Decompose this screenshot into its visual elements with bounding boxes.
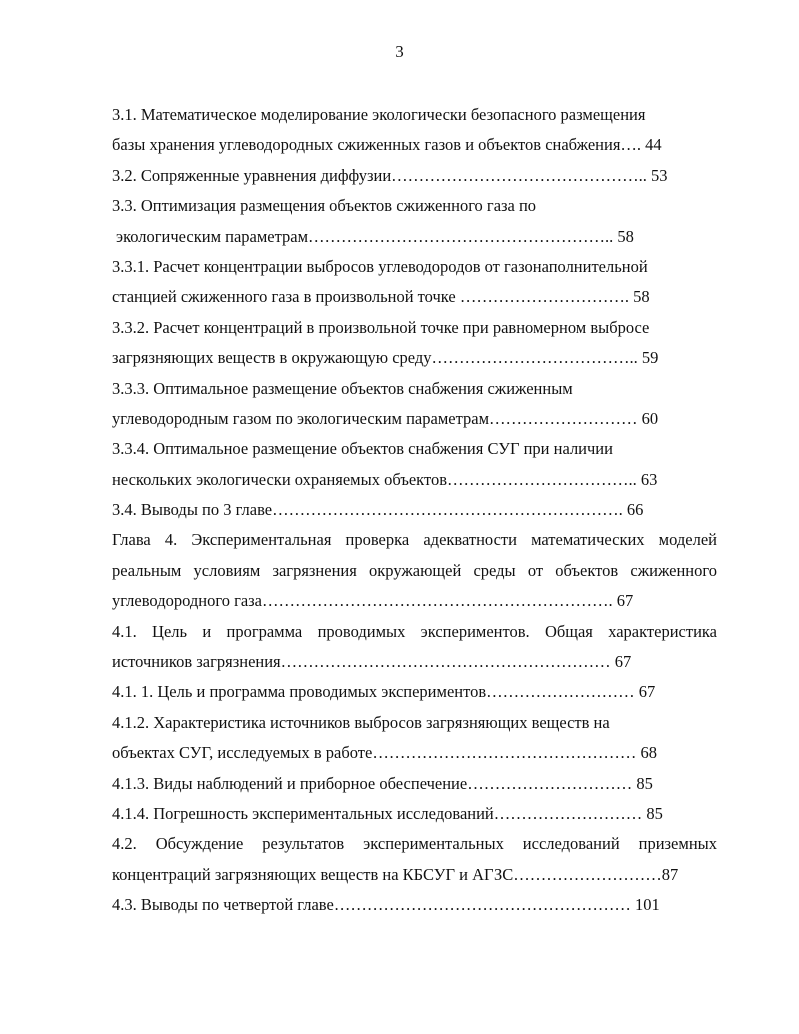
toc-line: 4.1. 1. Цель и программа проводимых экспериментов……………………… 67 [112,682,656,702]
toc-line: углеводородным газом по экологическим параметрам……………………… 60 [112,408,659,428]
toc-line: объектах СУГ, исследуемых в работе………………………………………… 68 [112,743,657,763]
toc-line: 4.3. Выводы по четвертой главе……………………………………………… 101 [112,895,660,915]
toc-line: экологическим параметрам……………………………………………….. 58 [116,226,634,246]
toc-line: реальным условиям загрязнения окружающей среды от объектов сжиженного [112,560,717,580]
toc-line: 3.3. Оптимизация размещения объектов сжиженного газа по [112,196,537,216]
toc-line: станцией сжиженного газа в произвольной точке …………………………. 58 [112,287,650,307]
toc-line: 3.1. Математическое моделирование экологически безопасного размещения [112,105,646,124]
toc-line: загрязняющих веществ в окружающую среду……………………………….. 59 [112,348,659,368]
toc-line: 3.3.3. Оптимальное размещение объектов снабжения сжиженным [112,378,573,398]
toc-line: 4.1.3. Виды наблюдений и приборное обеспечение………………………… 85 [112,773,653,793]
toc-line: 3.4. Выводы по 3 главе………………………………………………………. 66 [112,500,644,520]
toc-line: источников загрязнения…………………………………………………… 67 [112,652,632,672]
toc-line: углеводородного газа………………………………………………………. 67 [112,591,634,611]
page-number: 3 [395,42,404,61]
toc-line: 4.2. Обсуждение результатов экспериментальных исследований приземных [112,834,717,854]
toc-line: 4.1. Цель и программа проводимых экспериментов. Общая характеристика [112,621,717,641]
toc-line: 4.1.2. Характеристика источников выбросов загрязняющих веществ на [112,712,610,732]
toc-line: 3.3.2. Расчет концентраций в произвольной точке при равномерном выбросе [112,317,650,337]
toc-line: нескольких экологически охраняемых объектов…………………………….. 63 [112,469,658,489]
toc-line: 4.1.4. Погрешность экспериментальных исследований……………………… 85 [112,803,663,823]
toc-line: 3.3.4. Оптимальное размещение объектов снабжения СУГ при наличии [112,439,613,459]
toc-line: Глава 4. Экспериментальная проверка адекватности математических моделей [112,530,717,550]
toc-line: 3.2. Сопряженные уравнения диффузии……………………………………….. 53 [112,165,668,185]
toc-line: концентраций загрязняющих веществ на КБСУГ и АГЗС………………………87 [112,864,679,884]
table-of-contents [112,100,717,921]
toc-line: базы хранения углеводородных сжиженных газов и объектов снабжения…. 44 [112,135,662,155]
toc-line: 3.3.1. Расчет концентрации выбросов углеводородов от газонаполнительной [112,256,648,276]
